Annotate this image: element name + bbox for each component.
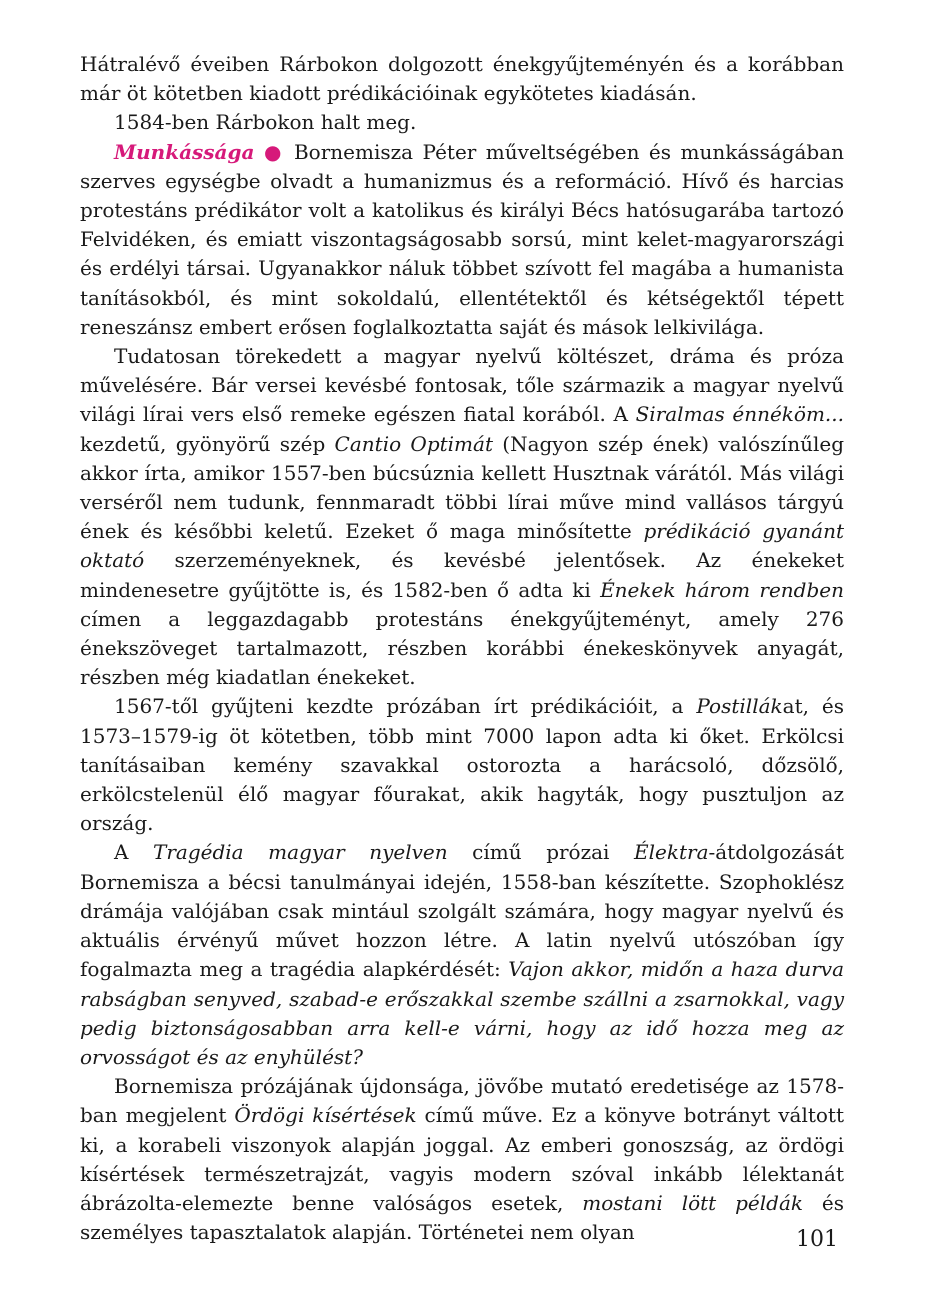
paragraph-2: 1584-ben Rárbokon halt meg. (114, 110, 417, 135)
paragraph-4: Tudatosan törekedett a magyar nyelvű költészet, dráma és próza művelésére. Bár versei kevésbé fontosak, tőle származik a magyar nyelvű világi lírai vers első remeke egészen fiatal korából. A Siralmas énnéköm... kezdetű, gyönyörű szép Cantio Optimát (Nagyon szép ének) valószínűleg akkor írta, amikor 1557-ben búcsúznia kellett Husztnak várától. Más világi verséről nem tudunk, fennmaradt többi lírai műve mind vallásos tárgyú ének és későbbi keletű. Ezeket ő maga minősítette prédikáció gyanánt oktató szerzeményeknek, és kevésbé jelentősek. Az énekeket mindenesetre gyűjtötte is, és 1582-ben ő adta ki Énekek három rendben címen a leggazdagabb protestáns énekgyűjteményt, amely 276 énekszöveget tartalmazott, részben korábbi énekeskönyvek anyagát, részben még kiadatlan énekeket. (80, 344, 844, 690)
paragraph-3: Munkássága ● Bornemisza Péter műveltségében és munkásságában szerves egységbe olvadt a humanizmus és a reformáció. Hívő és harcias protestáns prédikátor volt a katolikus és királyi Bécs hatósugarába tartozó Felvidéken, és emiatt viszontagságosabb sorsú, mint kelet-magyarországi és erdélyi társai. Ugyanakkor náluk többet szívott fel magába a humanista tanításokból, és mint sokoldalú, ellentétektől és kétségektől tépett reneszánsz embert erősen foglalkoztatta saját és mások lelkivilága. (80, 139, 845, 339)
page-number: 101 (796, 1227, 838, 1252)
section-heading: Munkássága (114, 139, 255, 164)
paragraph-5: 1567-től gyűjteni kezdte prózában írt prédikációit, a Postillákat, és 1573–1579-ig öt kötetben, több mint 7000 lapon adta ki őket. Erkölcsi tanításaiban kemény szavakkal ostorozta a harácsoló, dőzsölő, erkölcstelenül élő magyar főurakat, akik hagyták, hogy pusztuljon az ország. (80, 694, 844, 836)
paragraph-6: A Tragédia magyar nyelven című prózai Élektra-átdolgozását Bornemisza a bécsi tanulmányai idején, 1558-ban készítette. Szophoklész drámája valójában csak mintául szolgált számára, hogy magyar nyelvű és aktuális érvényű művet hozzon létre. A latin nyelvű utószóban így fogalmazta meg a tragédia alapkérdését: Vajon akkor, midőn a haza durva rabságban senyved, szabad-e erőszakkal szembe szállni a zsarnokkal, vagy pedig biztonságosabban arra kell-e várni, hogy az idő hozza meg az orvosságot és az enyhülést? (80, 840, 844, 1069)
paragraph-7: Bornemisza prózájának újdonsága, jövőbe mutató eredetisége az 1578-ban megjelent Ördögi kísértések című műve. Ez a könyve botrányt váltott ki, a korabeli viszonyok alapján joggal. Az emberi gonoszság, az ördögi kísértések természetrajzát, vagyis modern szóval inkább lélektanát ábrázolta-elemezte benne valóságos esetek, mostani lött példák és személyes tapasztalatok alapján. Történetei nem olyan (80, 1074, 845, 1245)
bullet-icon: ● (263, 139, 285, 164)
page-body (80, 50, 844, 1247)
paragraph-1: Hátralévő éveiben Rárbokon dolgozott énekgyűjteményén és a korábban már öt kötetben kiadott prédikációinak egykötetes kiadásán. (80, 52, 844, 106)
